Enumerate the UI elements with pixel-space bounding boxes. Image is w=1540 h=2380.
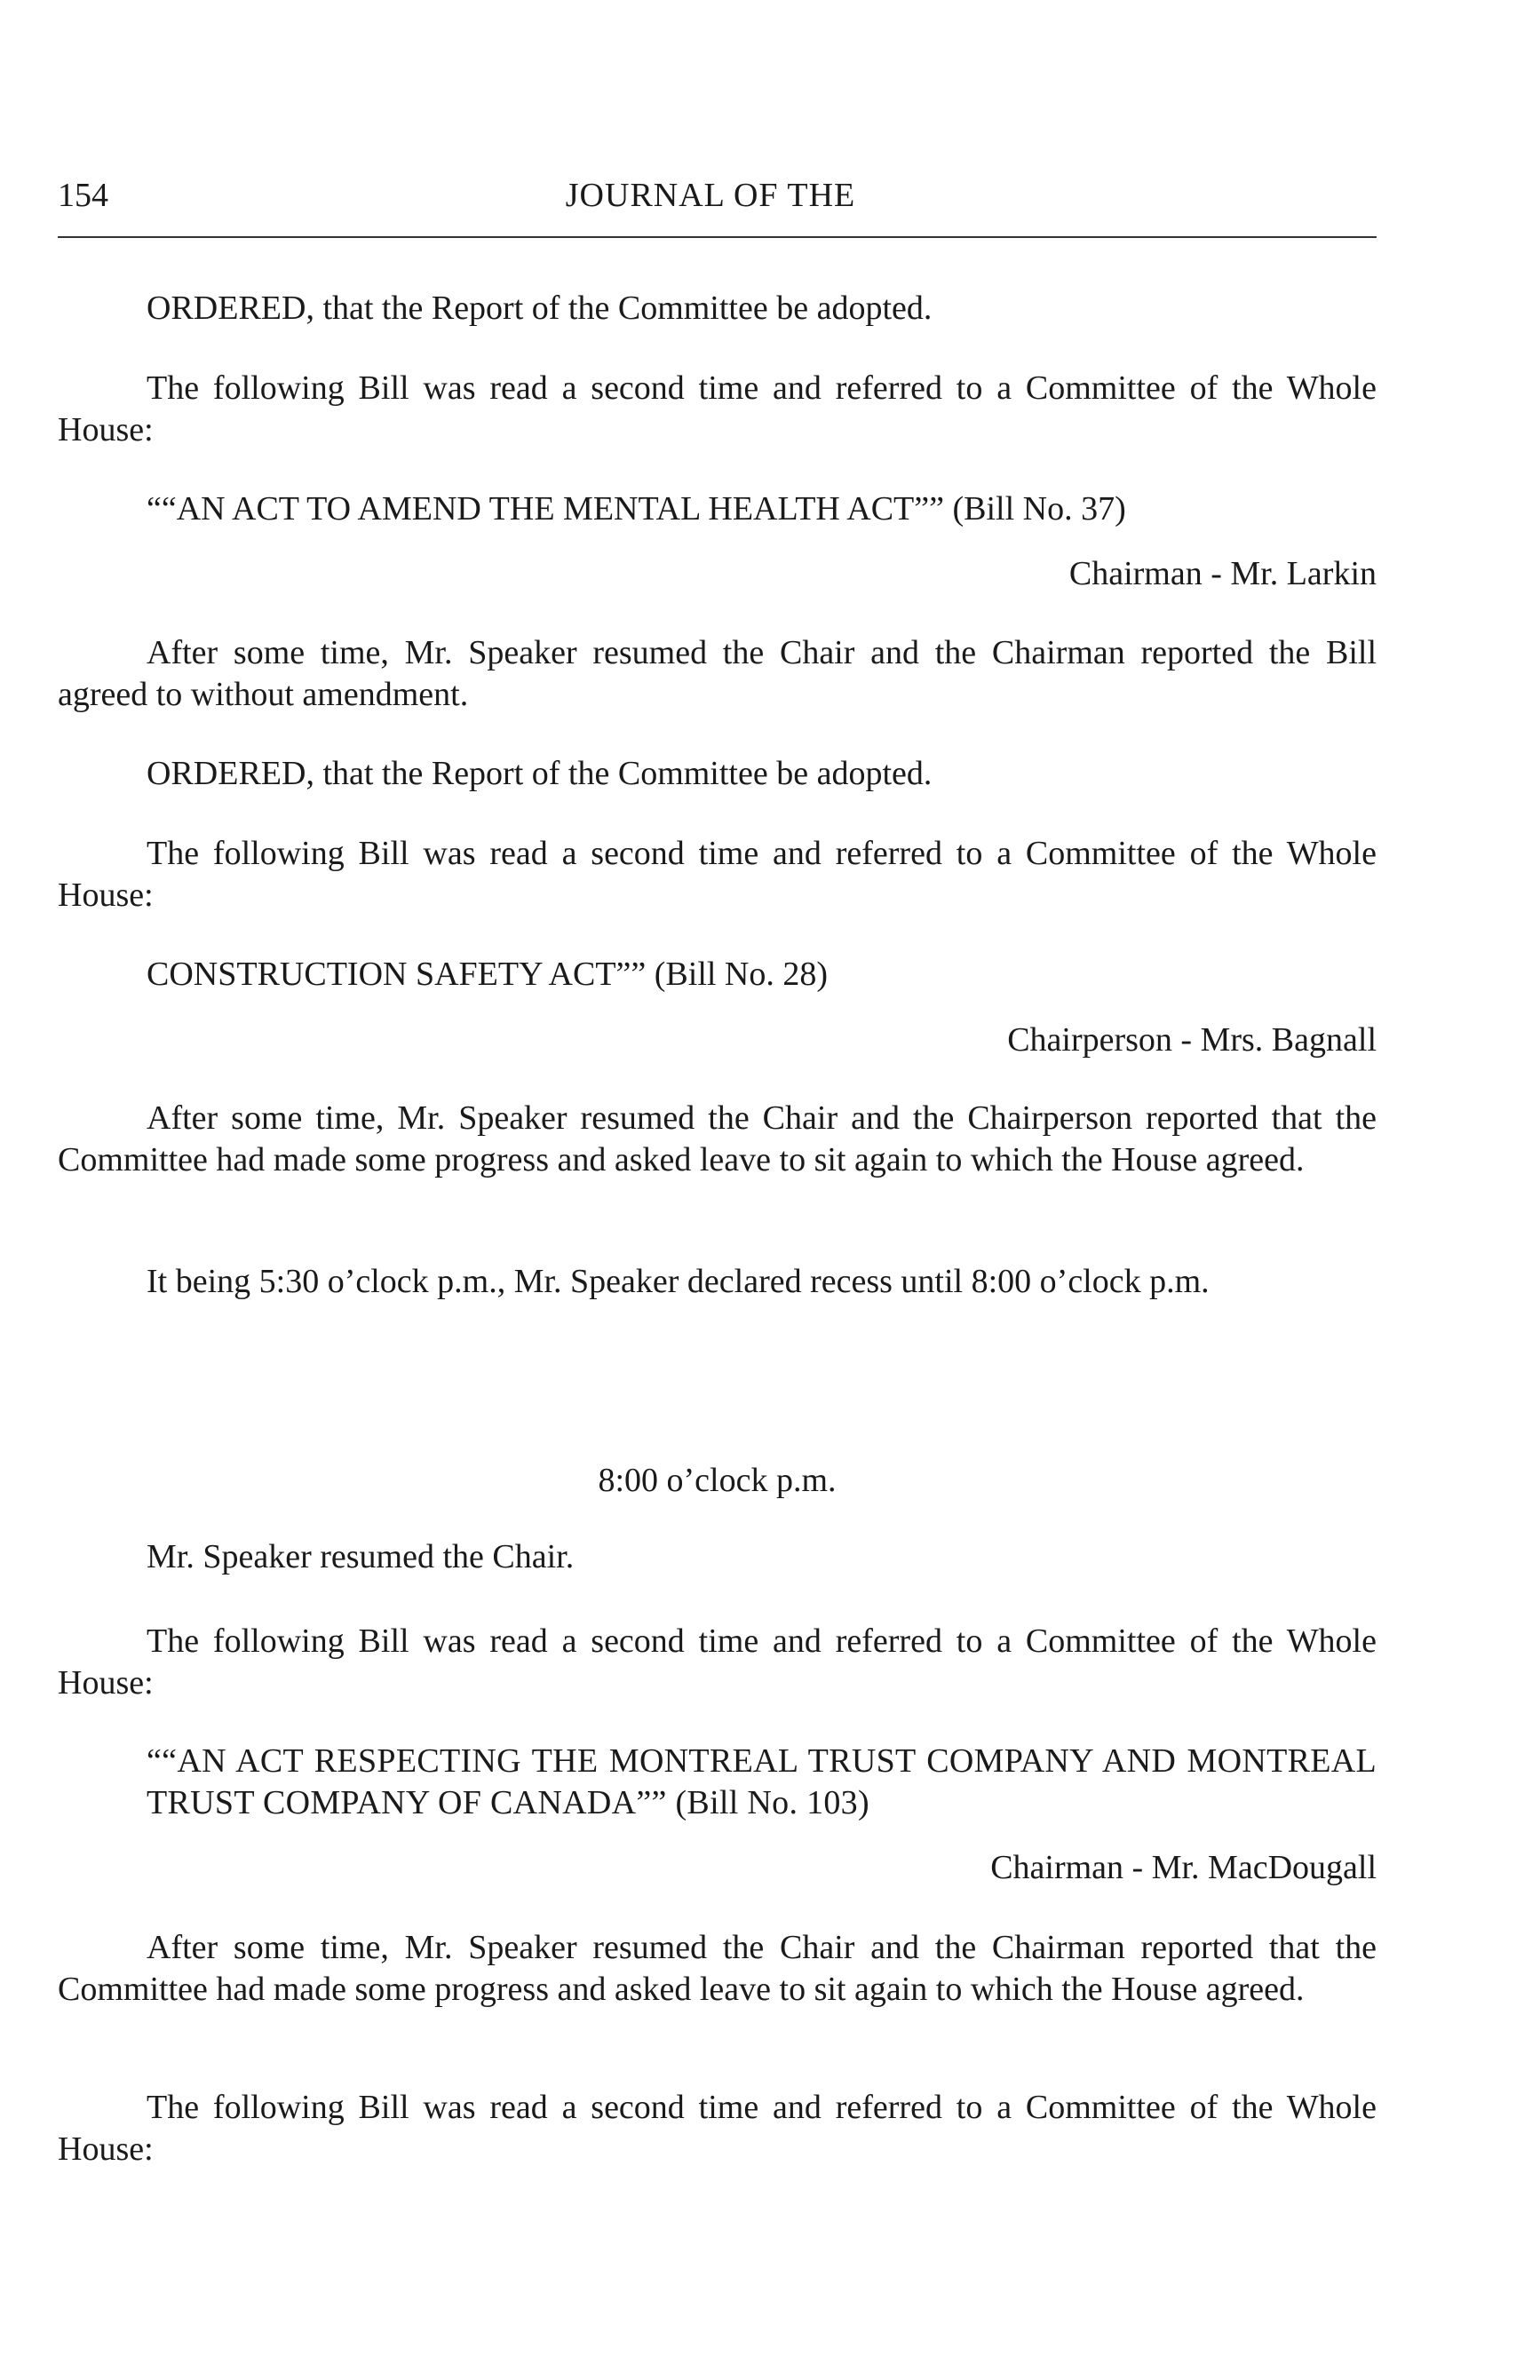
bill-reading-paragraph-2: The following Bill was read a second time and referred to a Committee of the Whole House: <box>58 835 1377 914</box>
order-paragraph-2: ORDERED, that the Report of the Committee be adopted. <box>147 755 933 792</box>
bill-reading-paragraph-3: The following Bill was read a second time and referred to a Committee of the Whole House: <box>58 1622 1377 1702</box>
running-head: JOURNAL OF THE <box>565 177 856 214</box>
order-paragraph-1: ORDERED, that the Report of the Committee be adopted. <box>147 290 933 327</box>
bill-1-chair: Chairman - Mr. Larkin <box>1068 555 1377 592</box>
page-number: 154 <box>58 177 108 214</box>
bill-2-chair: Chairperson - Mrs. Bagnall <box>1007 1021 1377 1059</box>
report-paragraph-1: After some time, Mr. Speaker resumed the Chair and the Chairman reported the Bill agreed to without amendment. <box>58 634 1377 713</box>
bill-reading-paragraph-4: The following Bill was read a second time and referred to a Committee of the Whole House: <box>58 2089 1377 2168</box>
bill-2-title: CONSTRUCTION SAFETY ACT”” (Bill No. 28) <box>147 956 829 993</box>
session-time-heading: 8:00 o’clock p.m. <box>598 1462 837 1499</box>
report-paragraph-3: After some time, Mr. Speaker resumed the Chair and the Chairman reported that the Committee had made some progress and asked leave to sit again to which the House agreed. <box>58 1929 1377 2008</box>
recess-paragraph: It being 5:30 o’clock p.m., Mr. Speaker declared recess until 8:00 o’clock p.m. <box>147 1263 1210 1300</box>
bill-3-title: ““AN ACT RESPECTING THE MONTREAL TRUST COMPANY AND MONTREAL TRUST COMPANY OF CANADA”” (Bill No. 103) <box>147 1742 1377 1821</box>
bill-reading-paragraph-1: The following Bill was read a second time and referred to a Committee of the Whole House: <box>58 369 1377 448</box>
header-rule <box>58 236 1377 238</box>
report-paragraph-2: After some time, Mr. Speaker resumed the Chair and the Chairperson reported that the Committee had made some progress and asked leave to sit again to which the House agreed. <box>58 1099 1377 1178</box>
speaker-resumed-paragraph: Mr. Speaker resumed the Chair. <box>147 1538 575 1575</box>
bill-1-title: ““AN ACT TO AMEND THE MENTAL HEALTH ACT”” (Bill No. 37) <box>147 490 1126 528</box>
bill-3-chair: Chairman - Mr. MacDougall <box>990 1849 1377 1886</box>
